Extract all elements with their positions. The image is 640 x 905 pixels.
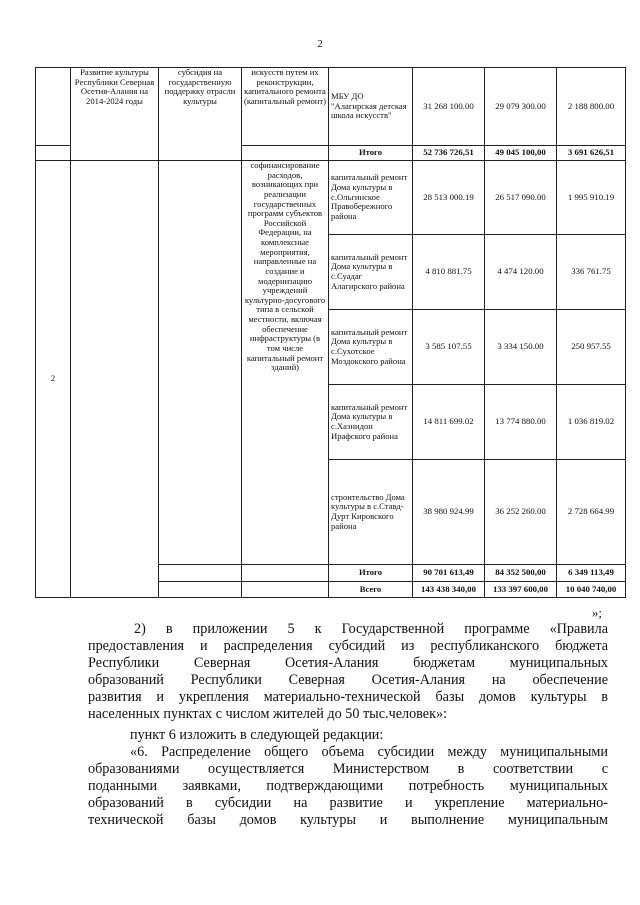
object-cell: капитальный ремонт Дома культуры в с.Сухотское Моздокского района (329, 310, 413, 385)
grand-total-value: 10 040 740,00 (557, 582, 626, 598)
text-line: предоставления и распределения субсидий из республиканского бюджета (88, 638, 608, 654)
text-line: 2) в приложении 5 к Государственной программе «Правила (134, 621, 608, 637)
closing-quote: »; (591, 605, 602, 620)
value-cell: 31 268 100.00 (413, 68, 485, 146)
total-value: 84 352 500,00 (485, 565, 557, 582)
total-value: 3 691 626,51 (557, 146, 626, 161)
table-row (36, 68, 626, 146)
text-line: образований в субсидии на развитие и укрепление материально- (88, 795, 608, 811)
table-row (36, 161, 626, 235)
grand-total-label: Всего (329, 582, 413, 598)
grand-total-value: 143 438 340,00 (413, 582, 485, 598)
subsidy-table (35, 67, 626, 598)
description-cell: софинансирование расходов, возникающих при реализации государственных программ субъектов Российской Федерации, на комплексные мероприятия, направленные на создание и модернизацию учреждений культурно-досугового типа в сельской местности, включая обеспечение инфраструктуры (в том числе капитальный ремонт зданий) (242, 161, 329, 565)
value-cell: 3 334 150.00 (485, 310, 557, 385)
object-cell: строительство Дома культуры в с.Ставд-Дурт Кировского района (329, 460, 413, 565)
object-cell: МБУ ДО "Алагирская детская школа искусств" (329, 68, 413, 146)
total-label: Итого (329, 146, 413, 161)
text-line: технической базы домов культуры и выполнение муниципальным (88, 812, 608, 828)
value-cell: 250 957.55 (557, 310, 626, 385)
value-cell: 2 188 800.00 (557, 68, 626, 146)
text-line: поданными заявками, подтверждающими потребность муниципальных (88, 778, 608, 794)
value-cell: 4 474 120.00 (485, 235, 557, 310)
purpose-cell: искусств путем их реконструкции, капитального ремонта (капитальный ремонт) (242, 68, 329, 146)
value-cell: 3 585 107.55 (413, 310, 485, 385)
text-line: «6. Распределение общего объема субсидии между муниципальными (130, 744, 608, 760)
object-cell: капитальный ремонт Дома культуры в с.Ольгинское Правобережного района (329, 161, 413, 235)
text-line: образований Республики Северная Осетия-Алания на обеспечение (88, 672, 608, 688)
value-cell: 14 811 699.02 (413, 385, 485, 460)
total-value: 6 349 113,49 (557, 565, 626, 582)
total-value: 52 736 726,51 (413, 146, 485, 161)
row-number-cell: 2 (36, 161, 71, 598)
paragraph-new-text (88, 744, 608, 829)
value-cell: 4 810 881.75 (413, 235, 485, 310)
object-cell: капитальный ремонт Дома культуры в с.Суадаг Алагирского района (329, 235, 413, 310)
total-value: 90 701 613,49 (413, 565, 485, 582)
value-cell: 36 252 260.00 (485, 460, 557, 565)
text-line: развития и укрепления материально-технической базы домов культуры в (88, 689, 608, 705)
value-cell: 2 728 664.99 (557, 460, 626, 565)
text-line: образованиями осуществляется Министерством в соответствии с (88, 761, 608, 777)
total-label: Итого (329, 565, 413, 582)
value-cell: 26 517 090.00 (485, 161, 557, 235)
total-value: 49 045 100,00 (485, 146, 557, 161)
text-line: населенных пунктах с числом жителей до 50 тыс.человек»: (88, 706, 448, 722)
text-line: Республики Северная Осетия-Алания бюджетам муниципальных (88, 655, 608, 671)
program-name-cell: Развитие культуры Республики Северная Осетия-Алания на 2014-2024 годы (71, 68, 159, 161)
value-cell: 38 980 924.99 (413, 460, 485, 565)
paragraph-amendment-2 (88, 621, 608, 723)
page-number: 2 (317, 38, 323, 50)
subsidy-type-cell: субсидия на государственную поддержку отрасли культуры (159, 68, 242, 161)
value-cell: 28 513 000.19 (413, 161, 485, 235)
value-cell: 29 079 300.00 (485, 68, 557, 146)
value-cell: 1 995 910.19 (557, 161, 626, 235)
object-cell: капитальный ремонт Дома культуры в с.Хазнидон Ирафского района (329, 385, 413, 460)
value-cell: 336 761.75 (557, 235, 626, 310)
value-cell: 1 036 819.02 (557, 385, 626, 460)
value-cell: 13 774 880.00 (485, 385, 557, 460)
paragraph-point-6: пункт 6 изложить в следующей редакции: (130, 727, 384, 743)
grand-total-value: 133 397 600,00 (485, 582, 557, 598)
